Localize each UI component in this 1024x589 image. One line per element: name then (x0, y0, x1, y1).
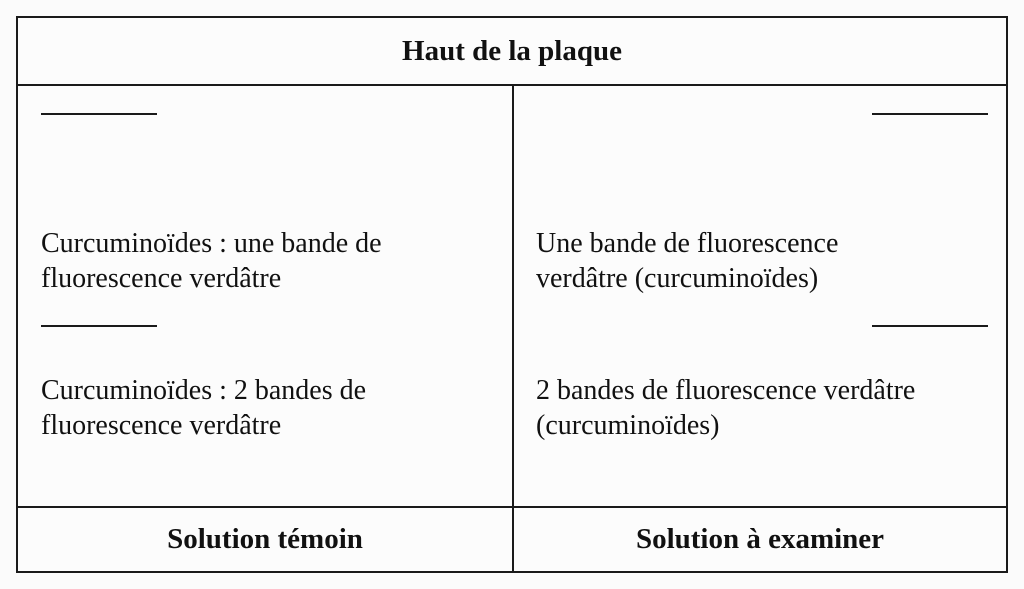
reference-solution-footer (18, 506, 514, 571)
plate-top-label: Haut de la plaque (402, 34, 622, 67)
test-upper-band-line1: Une bande de fluorescence (536, 228, 839, 259)
reference-lower-band-line1: Curcuminoïdes : 2 bandes de (41, 375, 367, 406)
reference-solution-column (18, 86, 514, 506)
reference-middle-marker-line (41, 325, 157, 327)
test-upper-band-text (536, 226, 838, 296)
reference-lower-band-line2: fluorescence verdâtre (41, 410, 282, 441)
test-lower-band-line1: 2 bandes de fluorescence verdâtre (536, 375, 916, 406)
tlc-plate-table (16, 16, 1008, 573)
test-middle-marker-line (872, 325, 988, 327)
test-solution-column (514, 86, 1006, 506)
test-solution-label: Solution à examiner (635, 523, 885, 555)
test-solution-footer (514, 506, 1006, 571)
reference-upper-band-line2: fluorescence verdâtre (41, 263, 282, 294)
test-top-marker-line (872, 113, 988, 115)
reference-lower-band-text (41, 373, 366, 443)
test-upper-band-line2: verdâtre (curcuminoïdes) (536, 263, 819, 294)
test-lower-band-line2: (curcuminoïdes) (536, 410, 720, 441)
reference-upper-band-line1: Curcuminoïdes : une bande de (41, 228, 382, 259)
plate-top-header (18, 18, 1006, 86)
test-lower-band-text (536, 373, 915, 443)
reference-solution-label: Solution témoin (167, 523, 363, 555)
reference-top-marker-line (41, 113, 157, 115)
reference-upper-band-text (41, 226, 382, 296)
